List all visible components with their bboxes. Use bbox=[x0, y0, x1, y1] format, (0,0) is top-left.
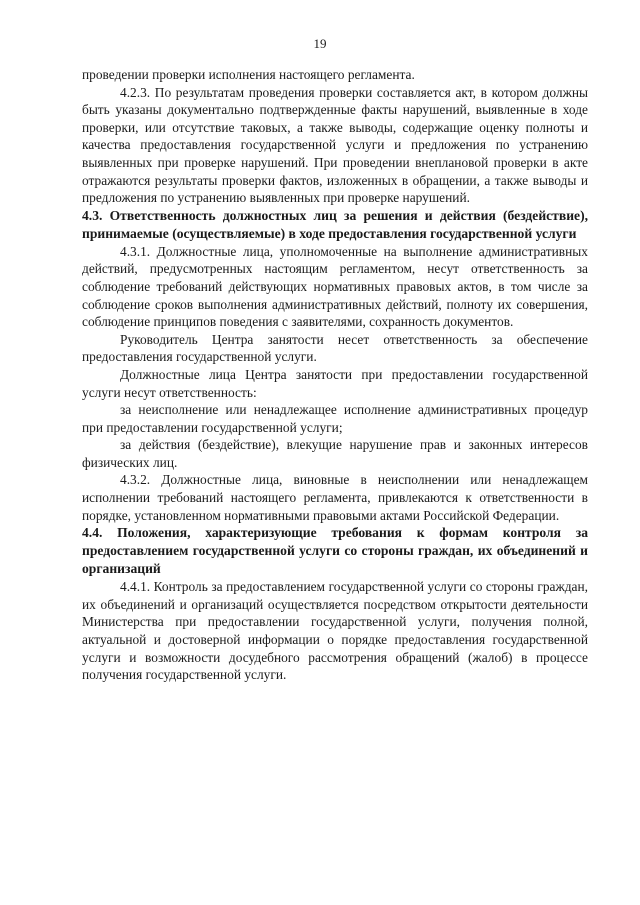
paragraph-4-2-3: 4.2.3. По результатам проведения проверки составляется акт, в котором должны быть указаны документально подтвержденные факты нарушений, выявленные в ходе проверки, или отсутствие таковых, а также выводы, содержащие оценку полноты и качества предоставления государственной услуги и предложения по устранению выявленных при проверке нарушений. При проведении внеплановой проверки в акте отражаются результаты проверки фактов, изложенных в обращении, а также выводы и предложения по устранению выявленных при проверке нарушений. bbox=[82, 84, 588, 206]
document-body bbox=[82, 66, 588, 684]
paragraph-continuation: проведении проверки исполнения настоящего регламента. bbox=[82, 67, 415, 82]
paragraph-nonperformance: за неисполнение или ненадлежащее исполнение административных процедур при предоставлении государственной услуги; bbox=[82, 402, 588, 435]
paragraph-4-3-1: 4.3.1. Должностные лица, уполномоченные на выполнение административных действий, предусмотренных настоящим регламентом, несут ответственность за соблюдение требований действующих нормативных правовых актов, в том числе за соблюдение сроков выполнения административных действий, полноту их совершения, соблюдение принципов поведения с заявителями, сохранность документов. bbox=[82, 243, 588, 330]
paragraph-4-3-2: 4.3.2. Должностные лица, виновные в неисполнении или ненадлежащем исполнении требований настоящего регламента, привлекаются к ответственности в порядке, установленном нормативными правовыми актами Российской Федерации. bbox=[82, 472, 588, 523]
paragraph-4-4-1: 4.4.1. Контроль за предоставлением государственной услуги со стороны граждан, их объединений и организаций осуществляется посредством открытости деятельности Министерства при предоставлении государственной услуги, получения полной, актуальной и достоверной информации о порядке предоставления государственной услуги и возможности досудебного рассмотрения обращений (жалоб) в процессе получения государственной услуги. bbox=[82, 579, 588, 683]
section-heading-4-4: 4.4. Положения, характеризующие требования к формам контроля за предоставлением государственной услуги со стороны граждан, их объединений и организаций bbox=[82, 525, 588, 577]
section-heading-4-3: 4.3. Ответственность должностных лиц за решения и действия (бездействие), принимаемые (осуществляемые) в ходе предоставления государственной услуги bbox=[82, 207, 588, 241]
paragraph-actions-inaction: за действия (бездействие), влекущие нарушение прав и законных интересов физических лиц. bbox=[82, 437, 588, 470]
page-number: 19 bbox=[313, 36, 327, 51]
paragraph-head-responsibility: Руководитель Центра занятости несет ответственность за обеспечение предоставления государственной услуги. bbox=[82, 331, 588, 365]
paragraph-officials-responsibility: Должностные лица Центра занятости при предоставлении государственной услуги несут ответственность: bbox=[82, 366, 588, 400]
